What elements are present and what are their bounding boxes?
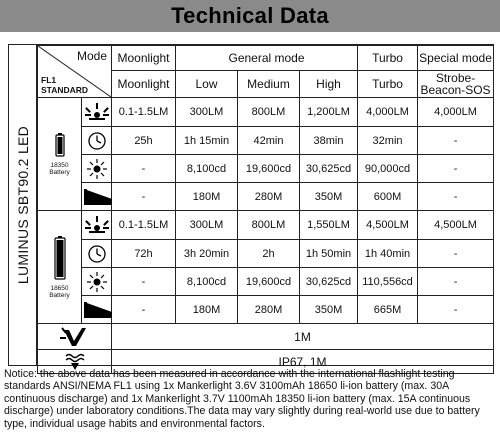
value-cell: 1h 40min (358, 240, 418, 268)
group-moonlight: Moonlight (112, 46, 176, 71)
value-cell: - (112, 296, 176, 324)
mode-label: Mode (76, 49, 107, 63)
distance-icon (82, 300, 111, 320)
output-icon (82, 102, 111, 122)
battery-1-row-2 (38, 268, 494, 296)
value-cell: 4,500LM (358, 211, 418, 240)
battery-0-row-0 (38, 98, 494, 127)
battery-0-row-1 (38, 127, 494, 155)
value-cell: 1h 15min (176, 127, 238, 155)
value-cell: - (112, 183, 176, 211)
value-cell: 32min (358, 127, 418, 155)
impact-value: 1M (112, 324, 494, 350)
mode-moonlight: Moonlight (112, 71, 176, 98)
value-cell: 350M (300, 296, 358, 324)
waterproof-value: IP67, 1M (112, 350, 494, 374)
battery-1-row-1 (38, 240, 494, 268)
value-cell: 4,000LM (418, 98, 494, 127)
runtime-icon (82, 244, 111, 264)
value-cell: 19,600cd (238, 155, 300, 183)
mode-medium: Medium (238, 71, 300, 98)
battery-1-row-0 (38, 211, 494, 240)
value-cell: 180M (176, 296, 238, 324)
value-cell: 19,600cd (238, 268, 300, 296)
battery-cell (38, 98, 82, 211)
metric-icon-cell (82, 296, 112, 324)
value-cell: 72h (112, 240, 176, 268)
mode-turbo: Turbo (358, 71, 418, 98)
mode-strobe-beacon-sos: Strobe- Beacon-SOS (418, 71, 494, 98)
value-cell: - (418, 183, 494, 211)
value-cell: 800LM (238, 211, 300, 240)
value-cell: - (418, 127, 494, 155)
value-cell: - (418, 296, 494, 324)
value-cell: 30,625cd (300, 155, 358, 183)
metric-icon-cell (82, 240, 112, 268)
value-cell: - (418, 268, 494, 296)
mode-high: High (300, 71, 358, 98)
title-bar (0, 0, 500, 32)
metric-icon-cell (82, 211, 112, 240)
fl1-standard-label: FL1 STANDARD (41, 75, 89, 95)
value-cell: 0.1-1.5LM (112, 98, 176, 127)
battery-icon (55, 133, 65, 160)
header-row-groups (38, 46, 494, 71)
battery-label: 18650 Battery (49, 284, 70, 299)
battery-0-row-2 (38, 155, 494, 183)
value-cell: 3h 20min (176, 240, 238, 268)
output-icon (82, 215, 111, 235)
value-cell: 800LM (238, 98, 300, 127)
metric-icon-cell (82, 127, 112, 155)
value-cell: 280M (238, 296, 300, 324)
value-cell: 110,556cd (358, 268, 418, 296)
value-cell: 1h 50min (300, 240, 358, 268)
page-title: Technical Data (171, 3, 329, 28)
value-cell: 180M (176, 183, 238, 211)
value-cell: 1,200LM (300, 98, 358, 127)
spec-table (37, 45, 494, 374)
value-cell: 8,100cd (176, 155, 238, 183)
led-side-column (9, 45, 37, 365)
notice-text: Notice: the above data has been measured in accordance with the international flashlight testing standards ANSI/NEMA FL1 using 1x Mankerlight 3.6V 3100mAh 18650 li-ion battery (max. 30A continuous discharge) and 1x Mankerlight 3.7V 1100mAh 18350 li-ion battery (max. 15A continuous discharge) under laboratory conditions.The data may vary slightly during real-world use due to battery type, individual usage habits and environmental factors. (4, 368, 480, 430)
spec-table-frame (8, 44, 494, 369)
metric-icon-cell (82, 183, 112, 211)
value-cell: - (112, 155, 176, 183)
runtime-icon (82, 131, 111, 151)
battery-1-row-3 (38, 296, 494, 324)
group-special-mode: Special mode (418, 46, 494, 71)
value-cell: 25h (112, 127, 176, 155)
distance-icon (82, 187, 111, 207)
value-cell: 1,550LM (300, 211, 358, 240)
value-cell: 8,100cd (176, 268, 238, 296)
battery-icon (54, 236, 66, 283)
impact-row (38, 324, 494, 350)
battery-label: 18350 Battery (49, 161, 70, 176)
impact-icon-cell (38, 324, 112, 350)
led-label: LUMINUS SBT90.2 LED (15, 125, 31, 285)
value-cell: 42min (238, 127, 300, 155)
value-cell: 38min (300, 127, 358, 155)
battery-wrap (38, 133, 81, 176)
value-cell: 350M (300, 183, 358, 211)
value-cell: 0.1-1.5LM (112, 211, 176, 240)
value-cell: 2h (238, 240, 300, 268)
value-cell: 4,500LM (418, 211, 494, 240)
value-cell: - (418, 240, 494, 268)
value-cell: - (418, 155, 494, 183)
value-cell: - (112, 268, 176, 296)
value-cell: 300LM (176, 211, 238, 240)
value-cell: 600M (358, 183, 418, 211)
header-corner (38, 46, 112, 98)
group-general-mode: General mode (176, 46, 358, 71)
intensity-icon (82, 271, 111, 293)
value-cell: 665M (358, 296, 418, 324)
metric-icon-cell (82, 268, 112, 296)
value-cell: 30,625cd (300, 268, 358, 296)
intensity-icon (82, 158, 111, 180)
battery-wrap (38, 236, 81, 299)
value-cell: 280M (238, 183, 300, 211)
impact-resistance-icon (60, 326, 90, 348)
metric-icon-cell (82, 155, 112, 183)
mode-low: Low (176, 71, 238, 98)
value-cell: 300LM (176, 98, 238, 127)
value-cell: 4,000LM (358, 98, 418, 127)
value-cell: 90,000cd (358, 155, 418, 183)
battery-cell (38, 211, 82, 324)
battery-0-row-3 (38, 183, 494, 211)
group-turbo: Turbo (358, 46, 418, 71)
metric-icon-cell (82, 98, 112, 127)
